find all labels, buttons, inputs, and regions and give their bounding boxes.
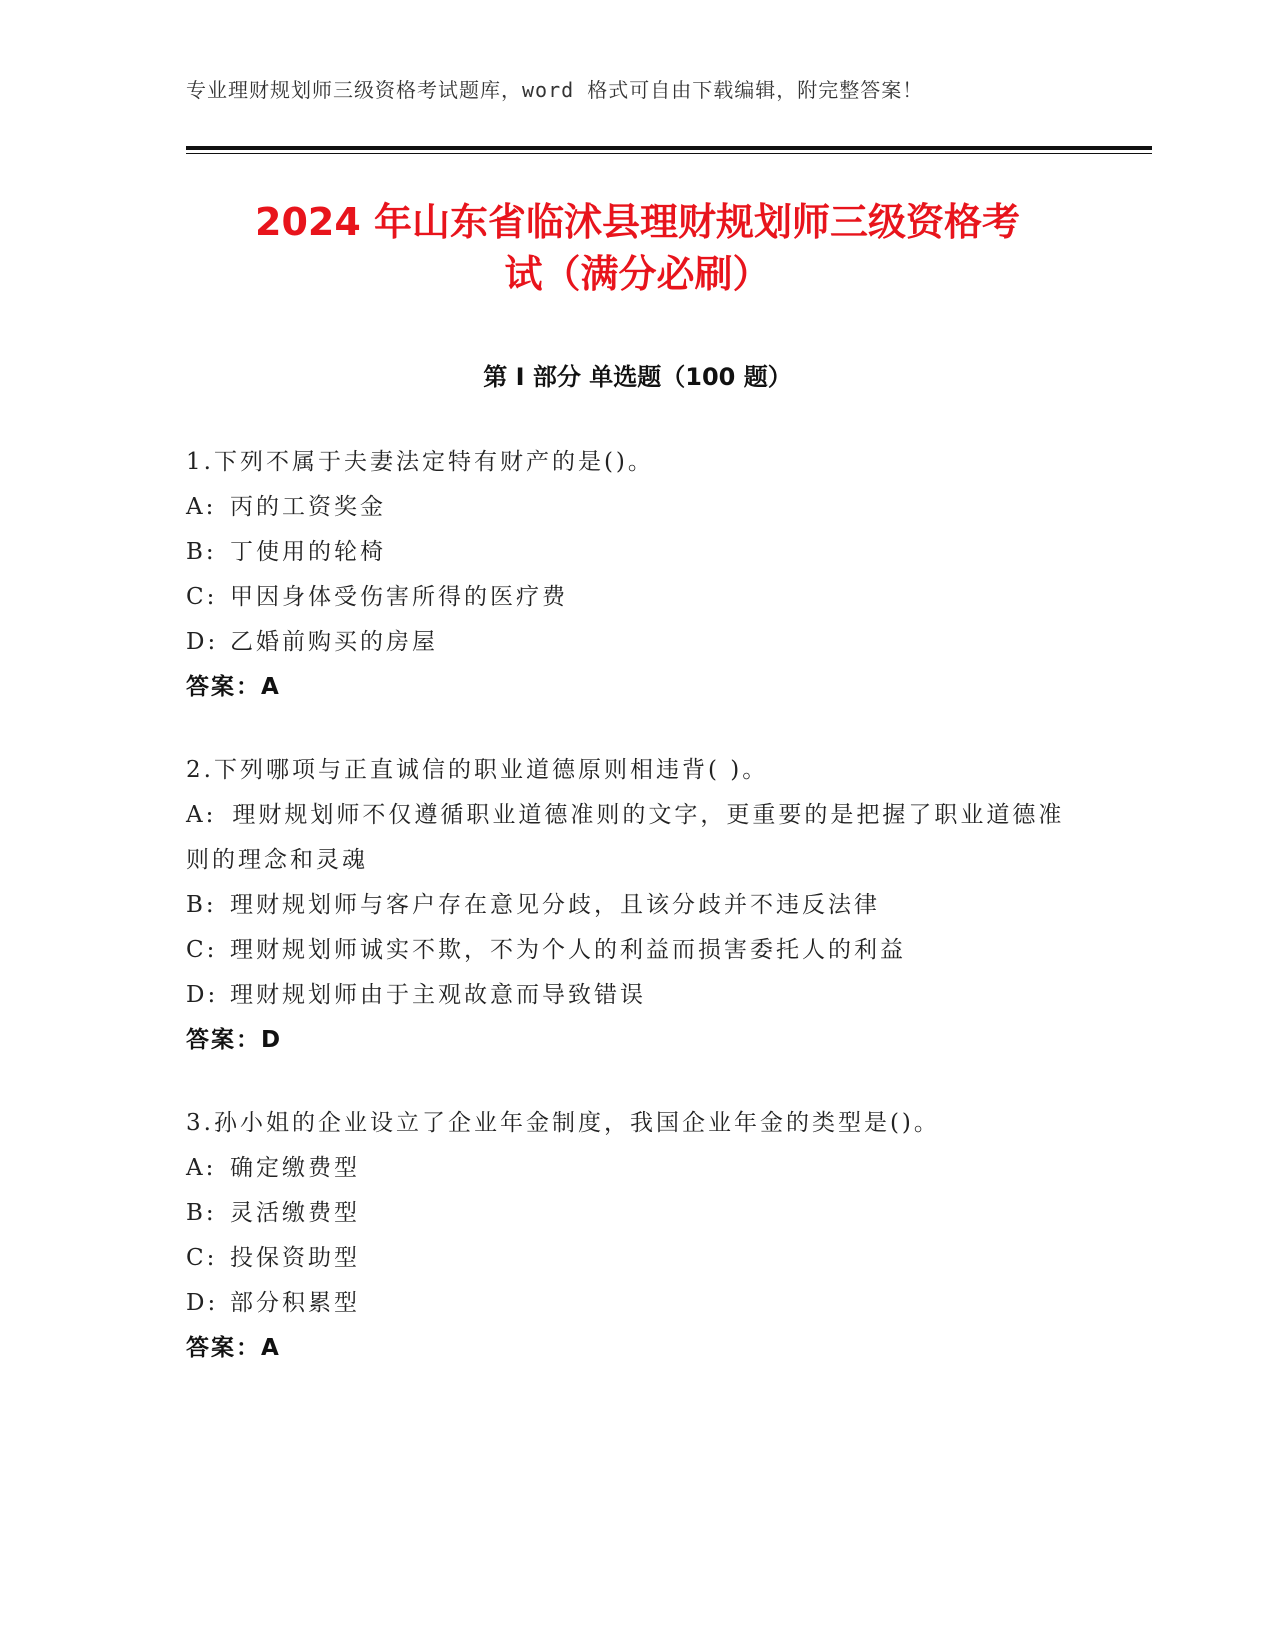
option-key: A:: [186, 1155, 217, 1181]
option-a: [186, 793, 1066, 883]
option-d: [186, 973, 1066, 1018]
document-title: [120, 196, 1155, 300]
option-key: B:: [186, 892, 217, 918]
option-b: [186, 883, 1066, 928]
option-b: [186, 1191, 1066, 1236]
option-text: 理财规划师不仅遵循职业道德准则的文字，更重要的是把握了职业道德准则的理念和灵魂: [186, 802, 1065, 873]
option-text: 丁使用的轮椅: [230, 539, 386, 565]
option-a: [186, 1146, 1066, 1191]
option-text: 灵活缴费型: [230, 1200, 360, 1226]
option-text: 丙的工资奖金: [230, 494, 386, 520]
answer-label: 答案：D: [186, 1027, 283, 1053]
option-text: 理财规划师诚实不欺，不为个人的利益而损害委托人的利益: [230, 937, 906, 963]
option-text: 甲因身体受伤害所得的医疗费: [230, 584, 568, 610]
option-d: [186, 620, 1066, 665]
header-note: 专业理财规划师三级资格考试题库，word 格式可自由下载编辑，附完整答案！: [186, 78, 924, 102]
option-key: D:: [186, 629, 219, 655]
option-key: B:: [186, 539, 217, 565]
header-divider-thick: [186, 146, 1152, 150]
question-list: [186, 440, 1066, 1409]
option-text: 确定缴费型: [230, 1155, 360, 1181]
section-heading: 第 I 部分 单选题（100 题）: [483, 363, 792, 391]
document-title-line-1: 2024 年山东省临沭县理财规划师三级资格考: [255, 200, 1020, 244]
header-divider-thin: [186, 153, 1152, 154]
question-stem: 2.下列哪项与正直诚信的职业道德原则相违背( )。: [186, 757, 769, 783]
option-a: [186, 485, 1066, 530]
option-key: D:: [186, 1290, 219, 1316]
question-stem: 1.下列不属于夫妻法定特有财产的是()。: [186, 449, 654, 475]
option-text: 部分积累型: [230, 1290, 360, 1316]
option-key: C:: [186, 1245, 218, 1271]
question-1: [186, 440, 1066, 710]
option-key: A:: [186, 494, 217, 520]
question-stem: 3.孙小姐的企业设立了企业年金制度，我国企业年金的类型是()。: [186, 1110, 940, 1136]
question-3: [186, 1101, 1066, 1371]
option-c: [186, 575, 1066, 620]
option-key: C:: [186, 937, 218, 963]
option-text: 乙婚前购买的房屋: [230, 629, 438, 655]
option-key: D:: [186, 982, 219, 1008]
option-text: 理财规划师由于主观故意而导致错误: [230, 982, 646, 1008]
option-text: 投保资助型: [230, 1245, 360, 1271]
option-key: A:: [186, 802, 217, 828]
option-d: [186, 1281, 1066, 1326]
option-b: [186, 530, 1066, 575]
answer-label: 答案：A: [186, 1335, 281, 1361]
question-2: [186, 748, 1066, 1063]
option-c: [186, 928, 1066, 973]
option-key: B:: [186, 1200, 217, 1226]
option-text: 理财规划师与客户存在意见分歧，且该分歧并不违反法律: [230, 892, 880, 918]
option-c: [186, 1236, 1066, 1281]
document-title-line-2: 试（满分必刷）: [504, 252, 771, 296]
option-key: C:: [186, 584, 218, 610]
answer-label: 答案：A: [186, 674, 281, 700]
